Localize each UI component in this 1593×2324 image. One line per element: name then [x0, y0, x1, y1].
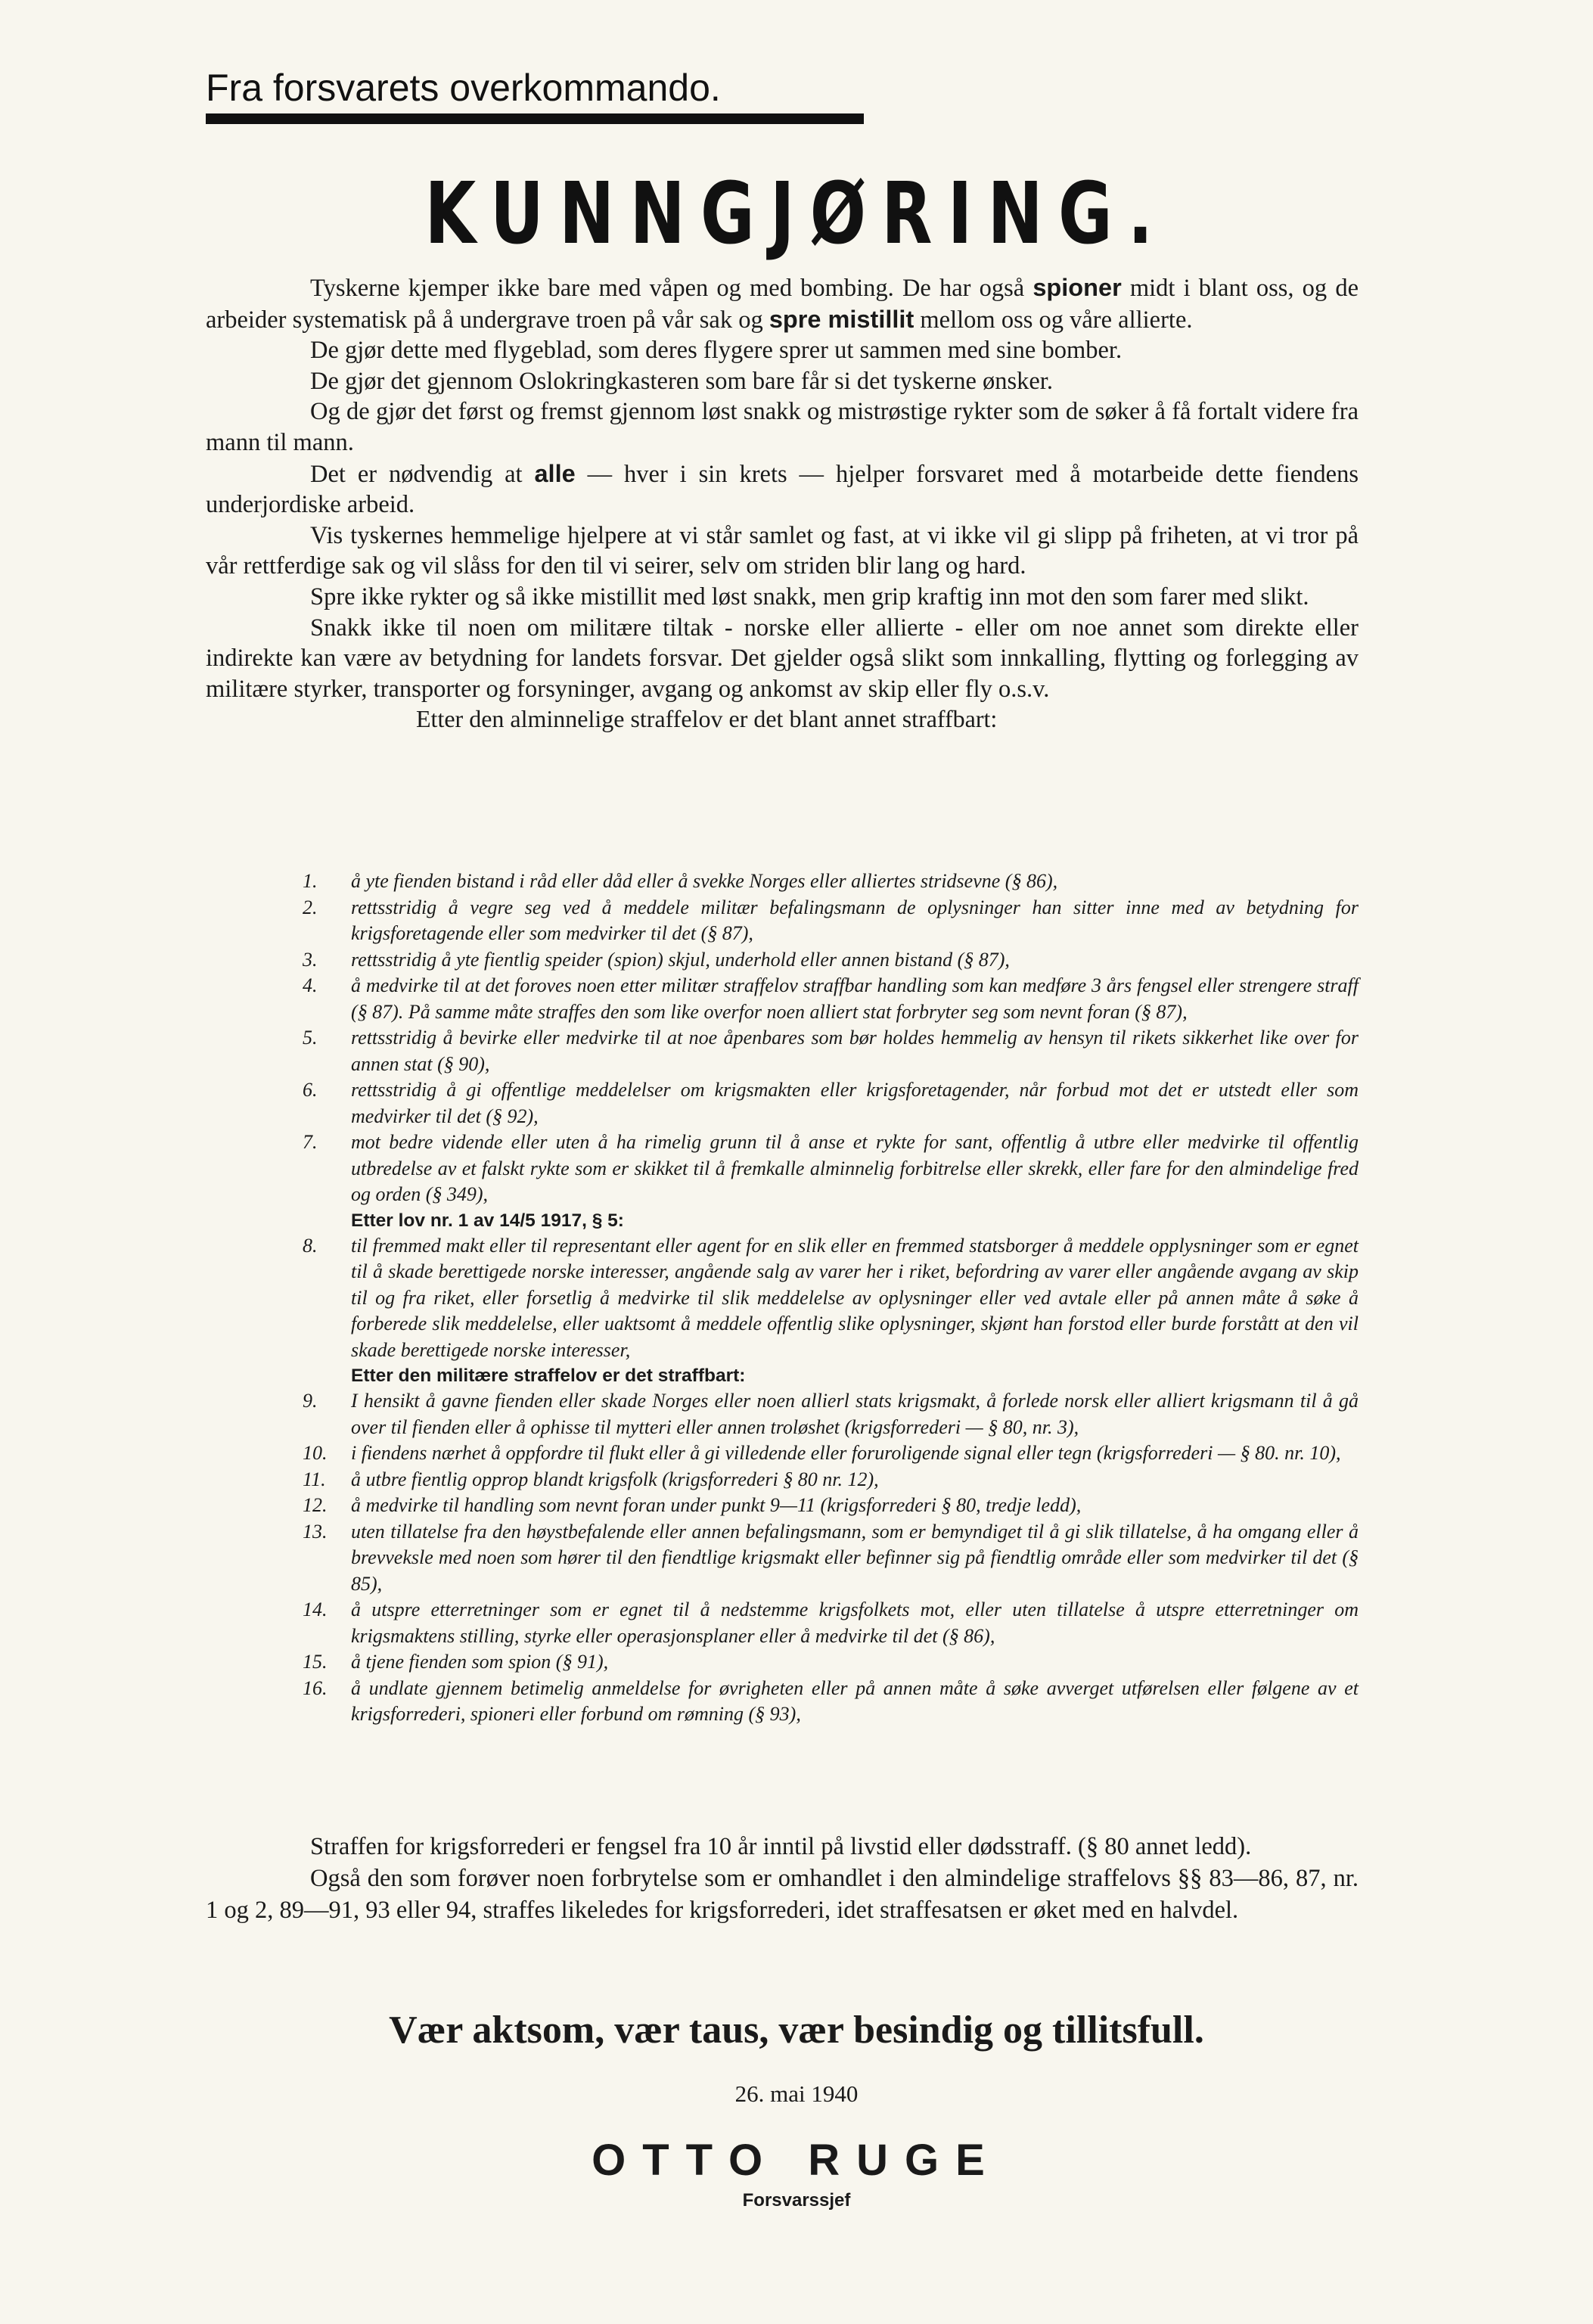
paragraph-text: Det er nødvendig at	[310, 460, 535, 488]
law-item	[303, 1493, 1359, 1519]
law-item-number: 2.	[303, 896, 318, 918]
paragraph-text: mellom oss og våre allierte.	[914, 306, 1193, 334]
law-list	[303, 868, 1359, 1728]
law-item	[303, 1597, 1359, 1649]
paragraph-text: — hver i sin krets — hjelper forsvaret med å motarbeide dette fiendens underjordiske arbeid.	[206, 460, 1359, 519]
law-section-heading: Etter lov nr. 1 av 14/5 1917, § 5:	[351, 1210, 624, 1231]
law-item	[303, 1467, 1359, 1493]
law-item-number: 10.	[303, 1442, 328, 1464]
body-paragraph	[206, 520, 1359, 582]
paragraphs	[206, 272, 1359, 704]
paragraph-text: De gjør det gjennom Oslokringkasteren som bare får si det tyskerne ønsker.	[310, 367, 1053, 395]
closing-paragraph: Også den som forøver noen forbrytelse som er omhandlet i den almindelige straffelovs §§ 83—86, 87, nr. 1 og 2, 89—91, 93 eller 94, straffes likeledes for krigsforrederi, idet straffesatsen er øket med en halvdel.	[206, 1865, 1359, 1924]
law-section-heading: Etter den militære straffelov er det straffbart:	[351, 1366, 746, 1386]
law-item-text: rettsstridig å gi offentlige meddelelser om krigsmakten eller krigsforetagender, når forbud mot det er utstedt eller som medvirker til det (§ 92),	[351, 1079, 1359, 1127]
law-item	[303, 947, 1359, 974]
law-item	[303, 1519, 1359, 1598]
body-paragraph	[206, 458, 1359, 520]
law-item	[303, 1440, 1359, 1467]
law-item-text: uten tillatelse fra den høystbefalende eller annen befalingsmann, som er bemyndiget til å gi slik tillatelse, å ha omgang eller å brevveksle med noen som hører til den fiendtlige krigsmakt eller befinner sig på fiendtlig område eller som medvirker til det (§ 85),	[351, 1520, 1359, 1595]
law-item-number: 12.	[303, 1494, 328, 1516]
law-item-number: 8.	[303, 1234, 318, 1257]
paragraph-text: Spre ikke rykter og så ikke mistillit med løst snakk, men grip kraftig inn mot den som farer med slikt.	[310, 583, 1309, 611]
law-item-number: 7.	[303, 1131, 318, 1153]
body-text	[206, 272, 1359, 733]
signer-name: OTTO RUGE	[592, 2136, 1001, 2185]
law-item-number: 11.	[303, 1468, 326, 1490]
motto: Vær aktsom, vær taus, vær besindig og tillitsfull.	[389, 2009, 1204, 2052]
law-item	[303, 895, 1359, 947]
law-intro: Etter den alminnelige straffelov er det blant annet straffbart:	[416, 705, 998, 733]
law-item-text: å utspre etterretninger som er egnet til å nedstemme krigsfolkets mot, eller uten tillatelse å utspre etterretninger om krigsmaktens stilling, styrke eller operasjonsplaner eller å medvirke til det (§ 86),	[351, 1599, 1359, 1647]
body-paragraph	[206, 613, 1359, 705]
law-item-number: 3.	[303, 948, 318, 971]
law-item-text: å medvirke til handling som nevnt foran under punkt 9—11 (krigsforrederi § 80, tredje ledd),	[351, 1494, 1082, 1516]
law-item	[303, 1077, 1359, 1129]
law-item-text: I hensikt å gavne fienden eller skade Norges eller noen allierl stats krigsmakt, å forlede norsk eller alliert krigsmann til å gå over til fienden eller å ophisse til mytteri eller annen troløshet (krigsforrederi — § 80, nr. 3),	[351, 1390, 1359, 1438]
law-item	[303, 1129, 1359, 1208]
law-item-text: å yte fienden bistand i råd eller dåd eller å svekke Norges eller alliertes stridsevne (§ 86),	[351, 870, 1058, 892]
law-item-number: 6.	[303, 1079, 318, 1101]
issuer-header: Fra forsvarets overkommando.	[206, 67, 721, 109]
law-item	[303, 973, 1359, 1025]
law-item-number: 5.	[303, 1027, 318, 1049]
law-item-number: 4.	[303, 974, 318, 996]
law-item-number: 13.	[303, 1520, 328, 1543]
law-item-text: rettsstridig å bevirke eller medvirke til at noe åpenbares som bør holdes hemmelig av hensyn til rikets sikkerhet like over for annen stat (§ 90),	[351, 1027, 1359, 1075]
body-paragraph	[206, 396, 1359, 458]
law-item	[303, 1388, 1359, 1440]
body-paragraph	[206, 335, 1359, 366]
law-item	[303, 1676, 1359, 1728]
law-item	[303, 1649, 1359, 1676]
signer-role: Forsvarssjef	[742, 2190, 851, 2211]
paragraph-text: Vis tyskernes hemmelige hjelpere at vi står samlet og fast, at vi ikke vil gi slipp på friheten, at vi tror på vår rettferdige sak og vil slåss for den til vi seirer, selv om striden blir lang og hard.	[206, 521, 1359, 580]
law-item-text: rettsstridig å yte fientlig speider (spion) skjul, underhold eller annen bistand (§ 87),	[351, 948, 1010, 971]
document-title: KUNNGJØRING.	[424, 165, 1169, 263]
law-item	[303, 1025, 1359, 1077]
law-item-text: mot bedre vidende eller uten å ha rimelig grunn til å anse et rykte for sant, offentlig å utbre eller medvirke til offentlig utbredelse av et falskt rykte som er skikket til å fremkalle alminnelig forbitrelse eller skrekk, eller fare for den almindelige fred og orden (§ 349),	[351, 1131, 1359, 1205]
paragraph-text: Tyskerne kjemper ikke bare med våpen og med bombing. De har også	[310, 275, 1033, 302]
law-item-number: 9.	[303, 1390, 318, 1412]
emphasis-text: spre mistillit	[769, 305, 914, 333]
law-item-text: å utbre fientlig opprop blandt krigsfolk (krigsforrederi § 80 nr. 12),	[351, 1468, 879, 1490]
law-item-number: 16.	[303, 1676, 328, 1699]
law-item-number: 14.	[303, 1599, 328, 1620]
law-item-text: å undlate gjennem betimelig anmeldelse for øvrigheten eller på annen måte å søke avverget utførelsen eller følgene av et krigsforrederi, spioneri eller forbund om rømning (§ 93),	[351, 1676, 1359, 1725]
paragraph-text: Snakk ikke til noen om militære tiltak - norske eller allierte - eller om noe annet som direkte eller indirekte kan være av betydning for landets forsvar. Det gjelder også slikt som innkalling, flytting og forlegging av militære styrker, transporter og forsyninger, avgang og ankomst av skip eller fly o.s.v.	[206, 614, 1359, 703]
closing-text	[206, 1831, 1359, 1926]
law-item	[303, 1233, 1359, 1364]
body-paragraph	[206, 272, 1359, 335]
law-item-text: rettsstridig å vegre seg ved å meddele militær befalingsmann de oplysninger han sitter inne med av betydning for krigsforetagende eller som medvirker til det (§ 87),	[351, 896, 1359, 944]
law-item-text: til fremmed makt eller til representant eller agent for en slik eller en fremmed statsborger å meddele opplysninger som er egnet til å skade berettigede norske interesser, angående salg av varer her i riket, befordring av varer eller angående avgang av skip til og fra riket, eller forsetlig å medvirke til slik meddelelse av oplysninger eller ved avtale eller på annen måte å søke å forberede slik meddelelse, eller uaktsomt å meddele offentlig slike oplysninger, skjønt han forstod eller burde forstått at den vil skade berettigede norske interesser,	[351, 1234, 1359, 1361]
law-item-text: å medvirke til at det foroves noen etter militær straffelov straffbar handling som kan medføre 3 års fengsel eller strengere straff (§ 87). På samme måte straffes den som like overfor noen alliert stat forbryter seg som nevnt foran (§ 87),	[351, 974, 1359, 1023]
law-item-number: 15.	[303, 1651, 328, 1673]
paragraph-text: De gjør dette med flygeblad, som deres flygere sprer ut sammen med sine bomber.	[310, 337, 1123, 365]
law-item	[303, 868, 1359, 895]
header-underline	[206, 113, 864, 124]
paragraph-text: Og de gjør det først og fremst gjennom løst snakk og mistrøstige rykter som de søker å få fortalt videre fra mann til mann.	[206, 398, 1359, 456]
law-item-text: i fiendens nærhet å oppfordre til flukt eller å gi villedende eller foruroligende signal eller tegn (krigsforrederi — § 80. nr. 10),	[351, 1442, 1341, 1464]
law-item-text: å tjene fienden som spion (§ 91),	[351, 1651, 609, 1673]
law-item-number: 1.	[303, 870, 318, 892]
document-date: 26. mai 1940	[734, 2080, 859, 2107]
emphasis-text: spioner	[1032, 274, 1122, 301]
body-paragraph	[206, 582, 1359, 613]
emphasis-text: alle	[534, 459, 576, 487]
paragraph-text: midt i blant oss, og de arbeider systematisk på å undergrave troen på vår sak og	[206, 275, 1359, 334]
closing-paragraph: Straffen for krigsforrederi er fengsel fra 10 år inntil på livstid eller dødsstraff. (§ 80 annet ledd).	[310, 1833, 1252, 1860]
body-paragraph	[206, 366, 1359, 397]
